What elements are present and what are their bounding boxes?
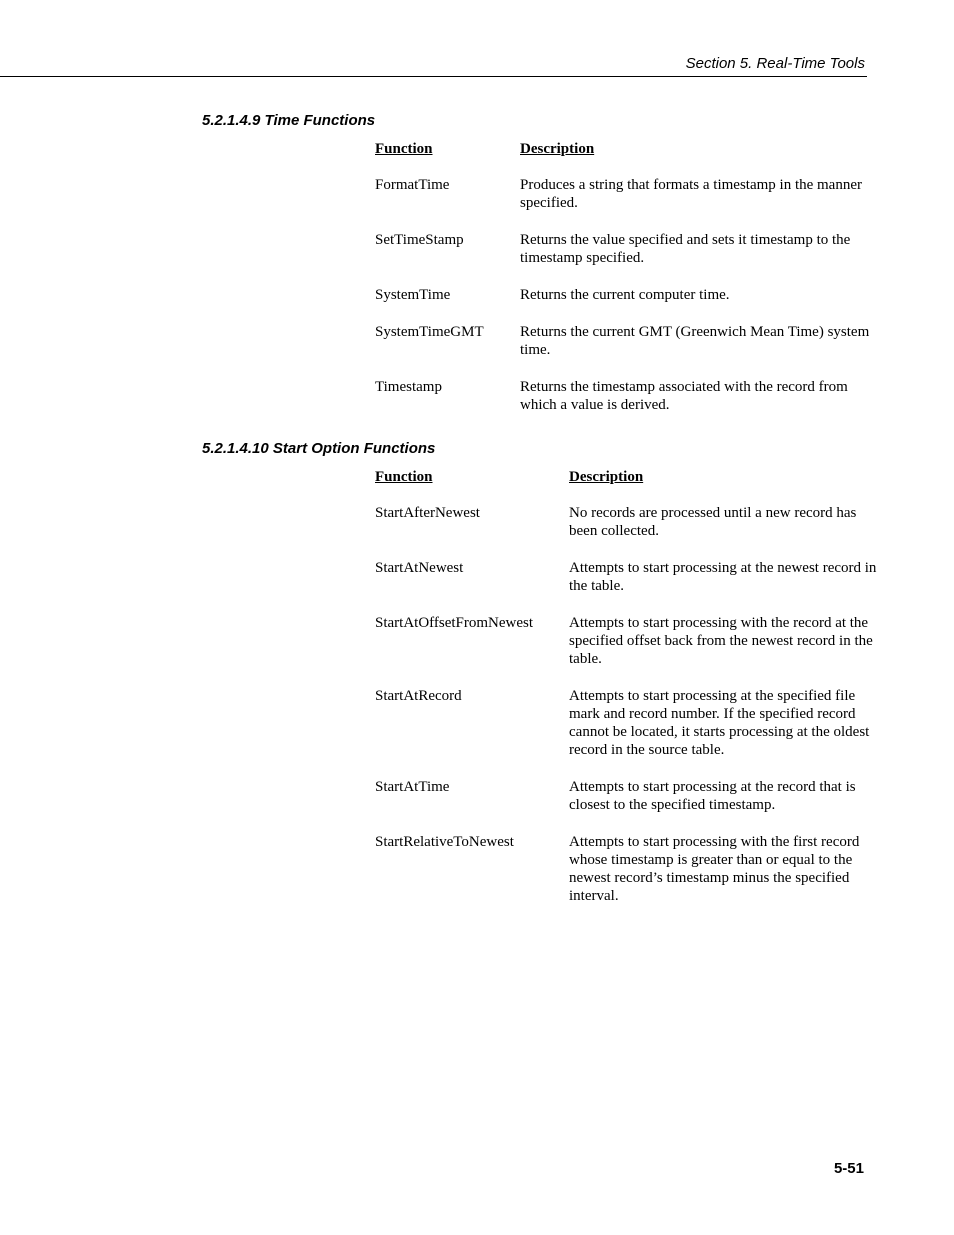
function-description: Attempts to start processing at the specified file mark and record number. If the specified record cannot be located, it starts processing at the oldest record in the source table.	[569, 688, 870, 758]
table-row	[375, 833, 879, 905]
function-description: Returns the current computer time.	[520, 287, 730, 303]
table-row	[375, 176, 875, 212]
header-rule	[0, 76, 867, 77]
function-description: Attempts to start processing at the record that is closest to the specified timestamp.	[569, 779, 856, 813]
table-row	[375, 614, 879, 668]
function-description: Produces a string that formats a timestamp in the manner specified.	[520, 177, 862, 211]
function-name: StartAfterNewest	[375, 505, 480, 521]
function-name: SystemTime	[375, 287, 451, 303]
function-name: StartAtRecord	[375, 688, 462, 704]
function-name: Timestamp	[375, 379, 442, 395]
running-header: Section 5. Real-Time Tools	[685, 55, 865, 72]
start-option-functions-table	[375, 468, 879, 905]
function-name: SetTimeStamp	[375, 232, 464, 248]
table-row	[375, 286, 875, 304]
function-name: SystemTimeGMT	[375, 324, 484, 340]
column-header-description: Description	[569, 469, 644, 485]
function-description: Returns the value specified and sets it timestamp to the timestamp specified.	[520, 232, 851, 266]
table-header-row	[375, 468, 879, 486]
column-header-function: Function	[375, 469, 433, 485]
table-row	[375, 559, 879, 595]
table-row	[375, 378, 875, 414]
function-description: Attempts to start processing with the first record whose timestamp is greater than or equal to the newest record’s timestamp minus the specified interval.	[569, 834, 860, 904]
table-row	[375, 231, 875, 267]
function-description: Attempts to start processing at the newest record in the table.	[569, 560, 877, 594]
function-name: FormatTime	[375, 177, 450, 193]
function-name: StartAtTime	[375, 779, 450, 795]
time-functions-table	[375, 140, 875, 414]
table-row	[375, 504, 879, 540]
table-row	[375, 323, 875, 359]
column-header-description: Description	[520, 141, 595, 157]
section-heading-time-functions: 5.2.1.4.9 Time Functions	[202, 112, 376, 129]
function-description: No records are processed until a new record has been collected.	[569, 505, 857, 539]
function-name: StartAtOffsetFromNewest	[375, 615, 534, 631]
page-number: 5-51	[833, 1160, 864, 1177]
table-header-row	[375, 140, 875, 158]
function-description: Returns the timestamp associated with the record from which a value is derived.	[520, 379, 848, 413]
table-row	[375, 778, 879, 814]
function-name: StartRelativeToNewest	[375, 834, 514, 850]
function-name: StartAtNewest	[375, 560, 464, 576]
function-description: Attempts to start processing with the record at the specified offset back from the newest record in the table.	[569, 615, 873, 667]
section-heading-start-option-functions: 5.2.1.4.10 Start Option Functions	[202, 440, 436, 457]
column-header-function: Function	[375, 141, 433, 157]
table-row	[375, 687, 879, 759]
function-description: Returns the current GMT (Greenwich Mean Time) system time.	[520, 324, 870, 358]
